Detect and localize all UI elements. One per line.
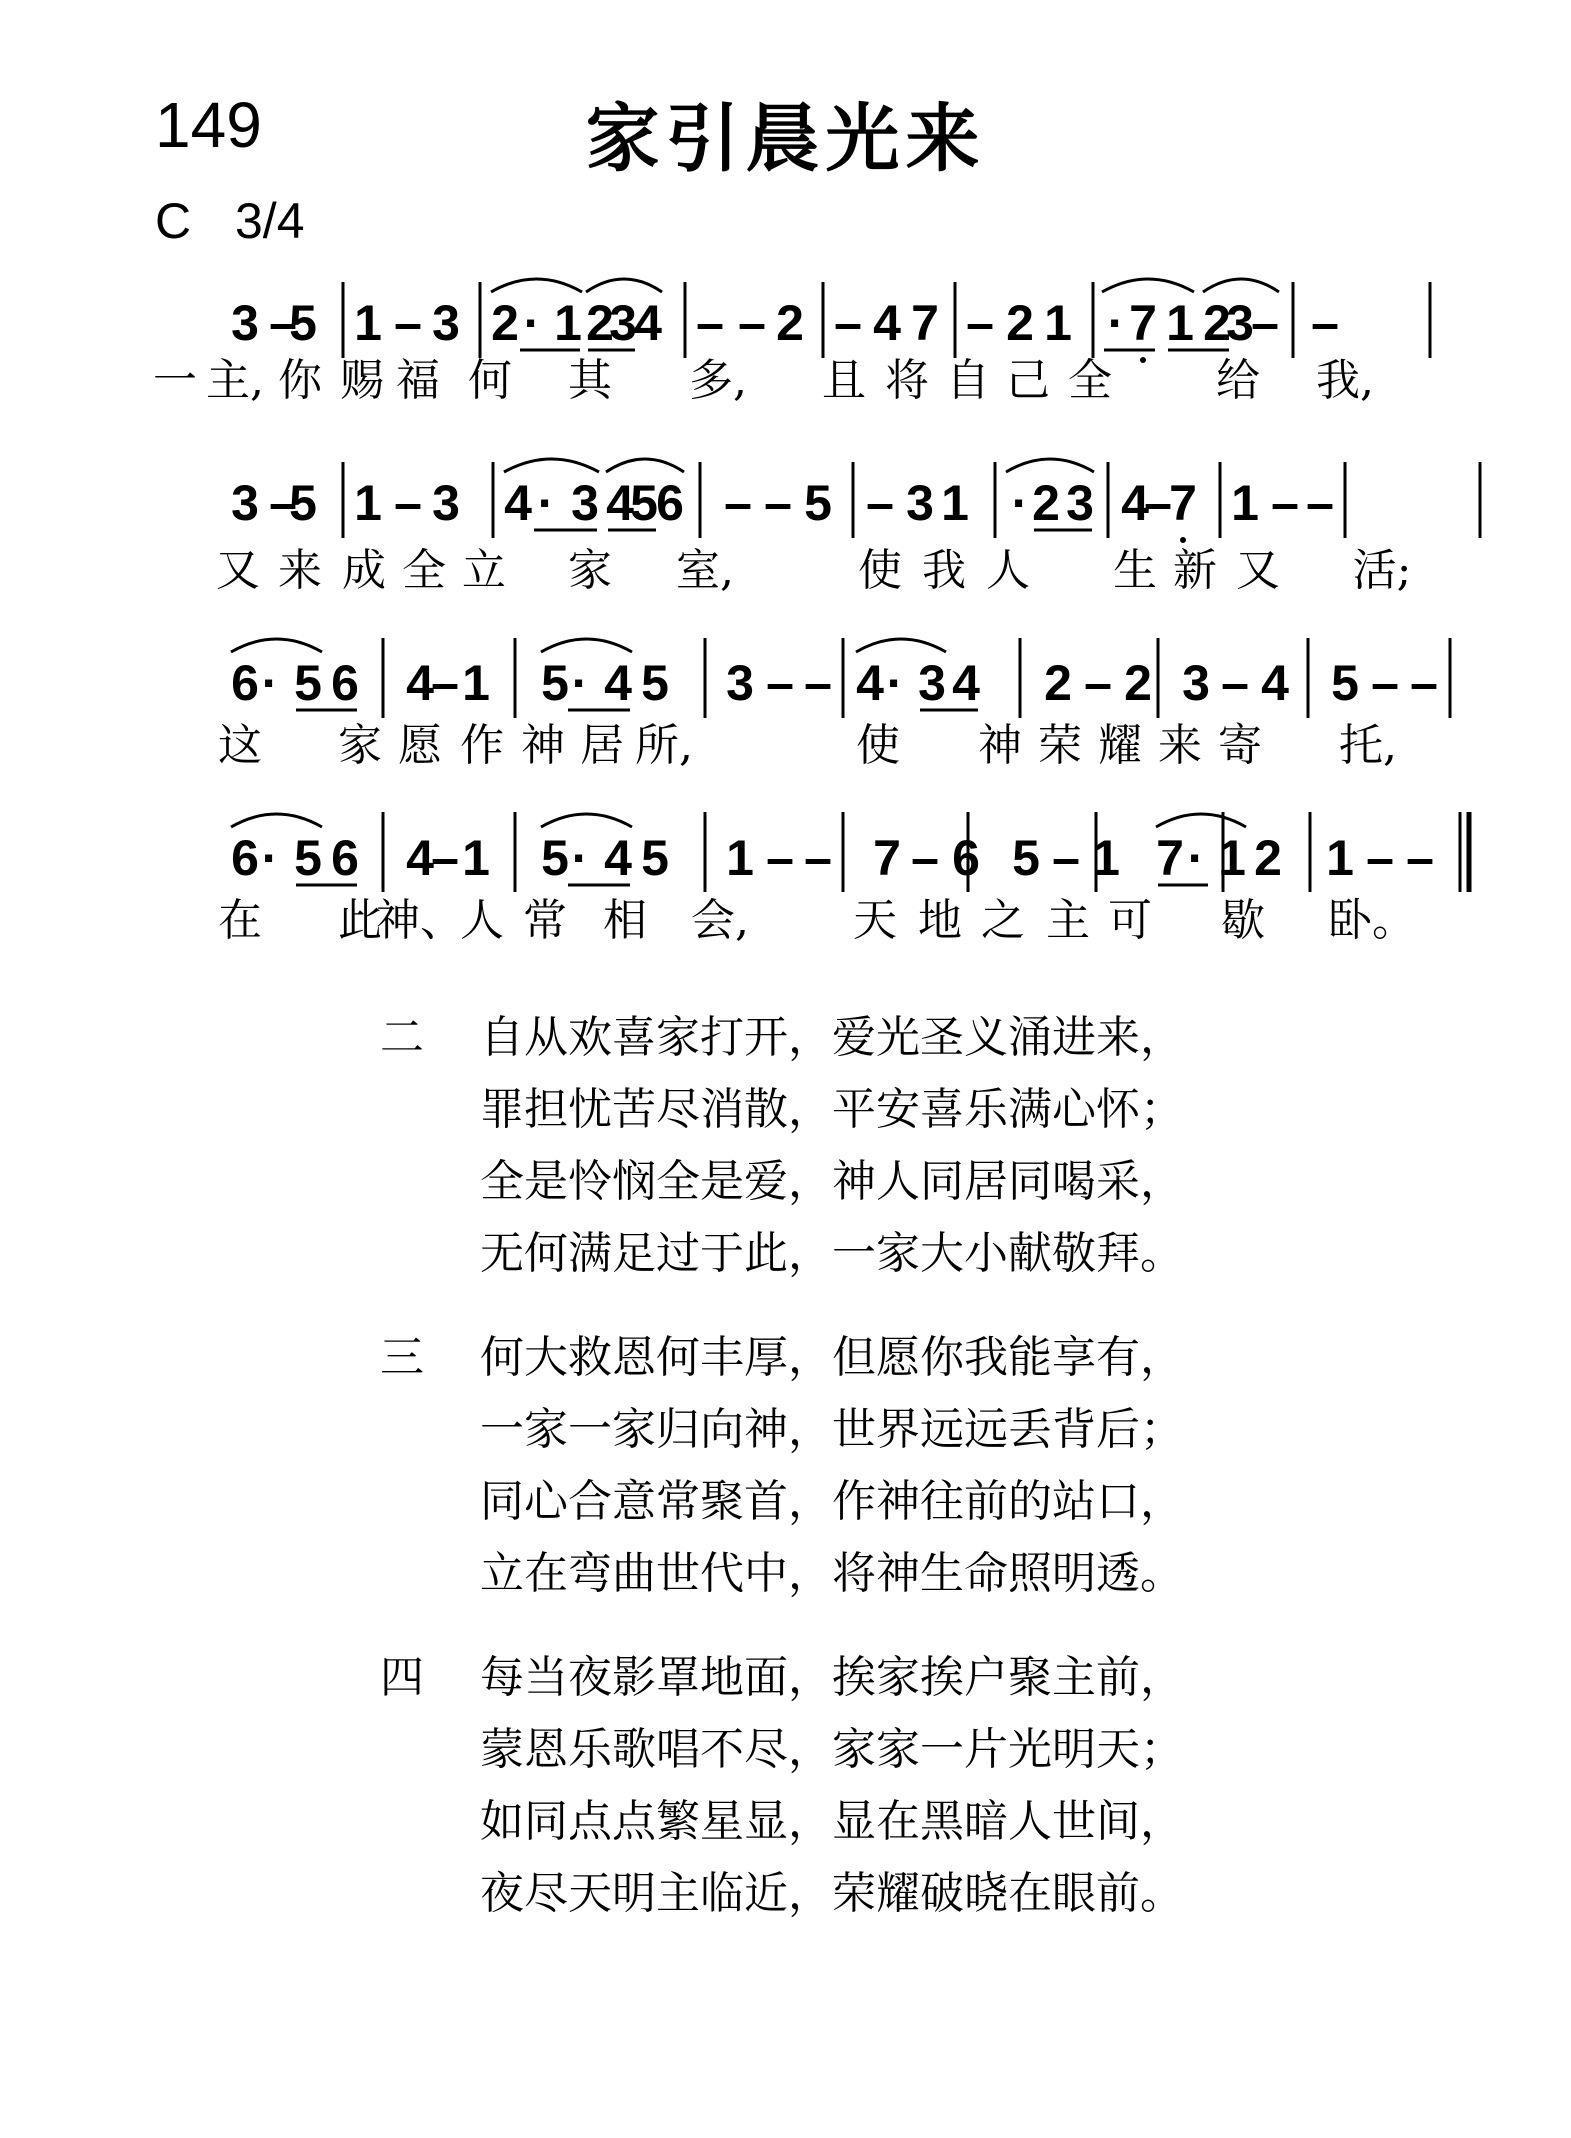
score-note: 5: [541, 655, 569, 711]
score-note: –: [1306, 475, 1334, 531]
lyric-syllable: 多,: [689, 355, 747, 406]
score-note: 7: [1129, 295, 1157, 351]
score-note: 4: [1121, 475, 1149, 531]
score-note: –: [911, 830, 939, 886]
score-note: 1: [726, 830, 754, 886]
score-note: ·: [1107, 295, 1125, 351]
score-note: 6: [952, 830, 980, 886]
lyric-syllable: 家: [338, 720, 382, 771]
score-note: 1: [462, 830, 490, 886]
score-note: 4: [406, 655, 434, 711]
lyric-syllable: 居: [580, 720, 624, 771]
score-note: 2: [491, 295, 519, 351]
score-note: –: [394, 475, 422, 531]
key-and-time-signature: C 3/4: [155, 193, 305, 249]
score-note: 1: [1166, 295, 1194, 351]
lyric-syllable: 可: [1108, 895, 1152, 946]
hymn-number: 149: [155, 89, 262, 161]
score-note: 3: [609, 295, 637, 351]
score-note: –: [1221, 655, 1249, 711]
score-note: –: [866, 475, 894, 531]
score-note: 4: [634, 295, 662, 351]
score-note: 5: [641, 655, 669, 711]
lyric-syllable: 人: [460, 895, 504, 946]
octave-dot: [1180, 537, 1186, 543]
score-note: –: [1371, 655, 1399, 711]
lyric-syllable: 全: [1068, 355, 1112, 406]
lyric-syllable: 此: [338, 895, 382, 946]
verse-line: 罪担忧苦尽消散，平安喜乐满心怀；: [480, 1084, 1184, 1135]
score-note: 4: [606, 475, 634, 531]
score-note: 6: [231, 655, 259, 711]
verse-line: 全是怜悯全是爱，神人同居同喝采，: [480, 1156, 1184, 1207]
slur-arc: [856, 639, 946, 652]
lyric-syllable: 神: [978, 720, 1022, 771]
score-note: 1: [354, 295, 382, 351]
lyric-syllable: 将: [885, 355, 929, 406]
lyric-syllable: 我,: [1316, 355, 1374, 406]
slur-arc: [231, 814, 322, 827]
score-note: 3: [726, 655, 754, 711]
slur-arc: [541, 814, 632, 827]
score-note: 3: [432, 475, 460, 531]
score-note: 5: [1331, 655, 1359, 711]
verse-line: 同心合意常聚首，作神往前的站口，: [480, 1476, 1184, 1527]
score-note: 2: [1203, 295, 1231, 351]
score-note: –: [394, 295, 422, 351]
score-note: 1: [1326, 830, 1354, 886]
lyric-syllable: 活;: [1352, 545, 1412, 596]
verse-line: 何大救恩何丰厚，但愿你我能享有，: [480, 1332, 1184, 1383]
score-note: –: [966, 295, 994, 351]
score-note: 1: [1092, 830, 1120, 886]
score-note: 5: [541, 830, 569, 886]
score-note: 5: [294, 655, 322, 711]
lyric-syllable: 这: [218, 720, 262, 771]
score-note: 2: [586, 295, 614, 351]
slur-arc: [1156, 814, 1246, 827]
score-note: 1: [941, 475, 969, 531]
lyric-syllable: 神、: [376, 895, 464, 946]
lyric-syllable: 来: [278, 545, 322, 596]
score-note: 1: [462, 655, 490, 711]
lyric-syllable: 家: [568, 545, 612, 596]
lyric-syllable: 一: [153, 355, 197, 406]
verse-line: 夜尽天明主临近，荣耀破晓在眼前。: [480, 1868, 1184, 1919]
lyric-syllable: 会,: [691, 895, 749, 946]
score-note: 2: [1124, 655, 1152, 711]
score-note: 1: [1231, 475, 1259, 531]
score-note: 2: [776, 295, 804, 351]
score-note: 2: [1044, 655, 1072, 711]
score-note: 5: [294, 830, 322, 886]
lyric-syllable: 耀: [1098, 720, 1142, 771]
lyric-syllable: 托,: [1339, 720, 1397, 771]
slur-arc: [606, 459, 684, 472]
lyric-syllable: 己: [1006, 355, 1050, 406]
score-note: 4: [873, 295, 901, 351]
score-note: –: [724, 475, 752, 531]
slur-arc: [231, 639, 322, 652]
lyric-syllable: 所,: [635, 720, 693, 771]
score-note: 1: [554, 295, 582, 351]
lyric-syllable: 使: [856, 720, 900, 771]
lyric-syllable: 我: [922, 545, 966, 596]
lyric-syllable: 寄: [1218, 720, 1262, 771]
score-note: –: [1251, 295, 1279, 351]
score-note: 4: [952, 655, 980, 711]
slur-arc: [504, 459, 599, 472]
lyric-syllable: 在: [218, 895, 262, 946]
score-note: 5: [630, 475, 658, 531]
score-note: –: [269, 295, 297, 351]
lyric-syllable: 赐: [340, 355, 384, 406]
score-note: 5: [1012, 830, 1040, 886]
lyric-syllable: 主,: [206, 355, 264, 406]
score-note: –: [1311, 295, 1339, 351]
score-note: –: [804, 655, 832, 711]
score-note: 7: [1169, 475, 1197, 531]
score-note: 2: [1254, 830, 1282, 886]
verse-4: [380, 1642, 1184, 1930]
lyric-syllable: 之: [981, 895, 1025, 946]
score-note: –: [1084, 655, 1112, 711]
lyric-syllable: 给: [1216, 355, 1260, 406]
score-note: –: [696, 295, 724, 351]
verse-line: 立在弯曲世代中，将神生命照明透。: [480, 1548, 1184, 1599]
lyric-syllable: 立: [462, 545, 506, 596]
score-note: 3: [432, 295, 460, 351]
lyric-syllable: 常: [523, 895, 567, 946]
verse-number: 三: [380, 1332, 424, 1383]
score-note: 3: [1226, 295, 1254, 351]
lyric-syllable: 你: [278, 355, 322, 406]
slur-arc: [1203, 279, 1279, 292]
score-note: –: [738, 295, 766, 351]
score-note: 6: [331, 655, 359, 711]
lyric-syllable: 愿: [398, 720, 442, 771]
jianpu-score: [0, 0, 1571, 1000]
score-note: 5: [804, 475, 832, 531]
score-note: ·: [261, 655, 279, 711]
lyric-syllable: 新: [1173, 545, 1217, 596]
lyric-syllable: 地: [918, 895, 962, 946]
verse-line: 一家一家归向神，世界远远丢背后；: [480, 1404, 1184, 1455]
score-note: –: [804, 830, 832, 886]
verse-3: [380, 1322, 1184, 1610]
lyric-syllable: 且: [822, 355, 866, 406]
lyric-syllable: 又: [216, 545, 260, 596]
score-note: 3: [918, 655, 946, 711]
score-note: 5: [641, 830, 669, 886]
score-note: 4: [1261, 655, 1289, 711]
score-note: –: [431, 655, 459, 711]
slur-arc: [1006, 459, 1094, 472]
score-note: –: [766, 655, 794, 711]
verse-line: 无何满足过于此，一家大小献敬拜。: [480, 1228, 1184, 1279]
score-note: 7: [1156, 830, 1184, 886]
score-note: 1: [1044, 295, 1072, 351]
score-note: 6: [656, 475, 684, 531]
score-note: 6: [331, 830, 359, 886]
slur-arc: [586, 279, 662, 292]
score-note: 4: [856, 655, 884, 711]
score-note: ·: [537, 475, 555, 531]
lyric-syllable: 其: [568, 355, 612, 406]
score-note: 4: [604, 655, 632, 711]
lyric-syllable: 全: [402, 545, 446, 596]
lyric-syllable: 人: [986, 545, 1030, 596]
score-note: –: [1410, 655, 1438, 711]
lyric-syllable: 相: [603, 895, 647, 946]
score-note: 7: [873, 830, 901, 886]
score-note: 3: [906, 475, 934, 531]
verse-number: 四: [380, 1652, 424, 1703]
score-note: 3: [1066, 475, 1094, 531]
octave-dot: [1140, 357, 1146, 363]
score-note: 6: [231, 830, 259, 886]
lyric-syllable: 生: [1113, 545, 1157, 596]
score-note: 1: [354, 475, 382, 531]
score-note: ·: [571, 655, 589, 711]
verse-line: 每当夜影罩地面，挨家挨户聚主前，: [480, 1652, 1184, 1703]
lyric-syllable: 主: [1046, 895, 1090, 946]
lyric-syllable: 自: [946, 355, 990, 406]
verse-line: 自从欢喜家打开，爱光圣义涌进来，: [480, 1012, 1184, 1063]
score-note: –: [834, 295, 862, 351]
score-note: 3: [1182, 655, 1210, 711]
verse-line: 蒙恩乐歌唱不尽，家家一片光明天；: [480, 1724, 1184, 1775]
score-note: –: [766, 830, 794, 886]
score-note: 4: [504, 475, 532, 531]
lyric-syllable: 室,: [676, 545, 734, 596]
score-note: ·: [571, 830, 589, 886]
slur-arc: [1102, 279, 1194, 292]
hymn-title: 家引晨光来: [585, 96, 986, 182]
score-note: ·: [1011, 475, 1029, 531]
verse-number: 二: [380, 1012, 424, 1063]
lyric-syllable: 荣: [1038, 720, 1082, 771]
score-note: ·: [523, 295, 541, 351]
verse-2: [380, 1002, 1184, 1290]
verse-line: 如同点点繁星显，显在黑暗人世间，: [480, 1796, 1184, 1847]
score-note: –: [764, 475, 792, 531]
score-note: ·: [886, 655, 904, 711]
score-note: 2: [1006, 295, 1034, 351]
lyric-syllable: 歇: [1221, 895, 1265, 946]
score-note: 2: [1032, 475, 1060, 531]
lyric-syllable: 使: [858, 545, 902, 596]
score-note: ·: [261, 830, 279, 886]
score-note: ·: [1187, 830, 1205, 886]
score-note: 5: [289, 295, 317, 351]
lyric-syllable: 来: [1158, 720, 1202, 771]
score-note: –: [1144, 475, 1172, 531]
score-note: –: [1271, 475, 1299, 531]
score-note: 1: [1218, 830, 1246, 886]
lyric-syllable: 天: [853, 895, 897, 946]
lyric-syllable: 作: [460, 720, 504, 771]
score-note: –: [269, 475, 297, 531]
score-note: –: [1366, 830, 1394, 886]
score-note: 5: [289, 475, 317, 531]
score-note: 4: [604, 830, 632, 886]
lyric-syllable: 又: [1236, 545, 1280, 596]
score-note: 3: [231, 475, 259, 531]
lyric-syllable: 神: [521, 720, 565, 771]
slur-arc: [491, 279, 582, 292]
lyric-syllable: 何: [468, 355, 512, 406]
lyric-syllable: 卧。: [1328, 895, 1416, 946]
score-note: 3: [571, 475, 599, 531]
score-note: –: [1052, 830, 1080, 886]
lyric-syllable: 福: [396, 355, 440, 406]
score-note: 7: [911, 295, 939, 351]
score-note: –: [431, 830, 459, 886]
score-note: 3: [231, 295, 259, 351]
score-note: 4: [406, 830, 434, 886]
slur-arc: [541, 639, 632, 652]
score-note: –: [1406, 830, 1434, 886]
lyric-syllable: 成: [342, 545, 386, 596]
